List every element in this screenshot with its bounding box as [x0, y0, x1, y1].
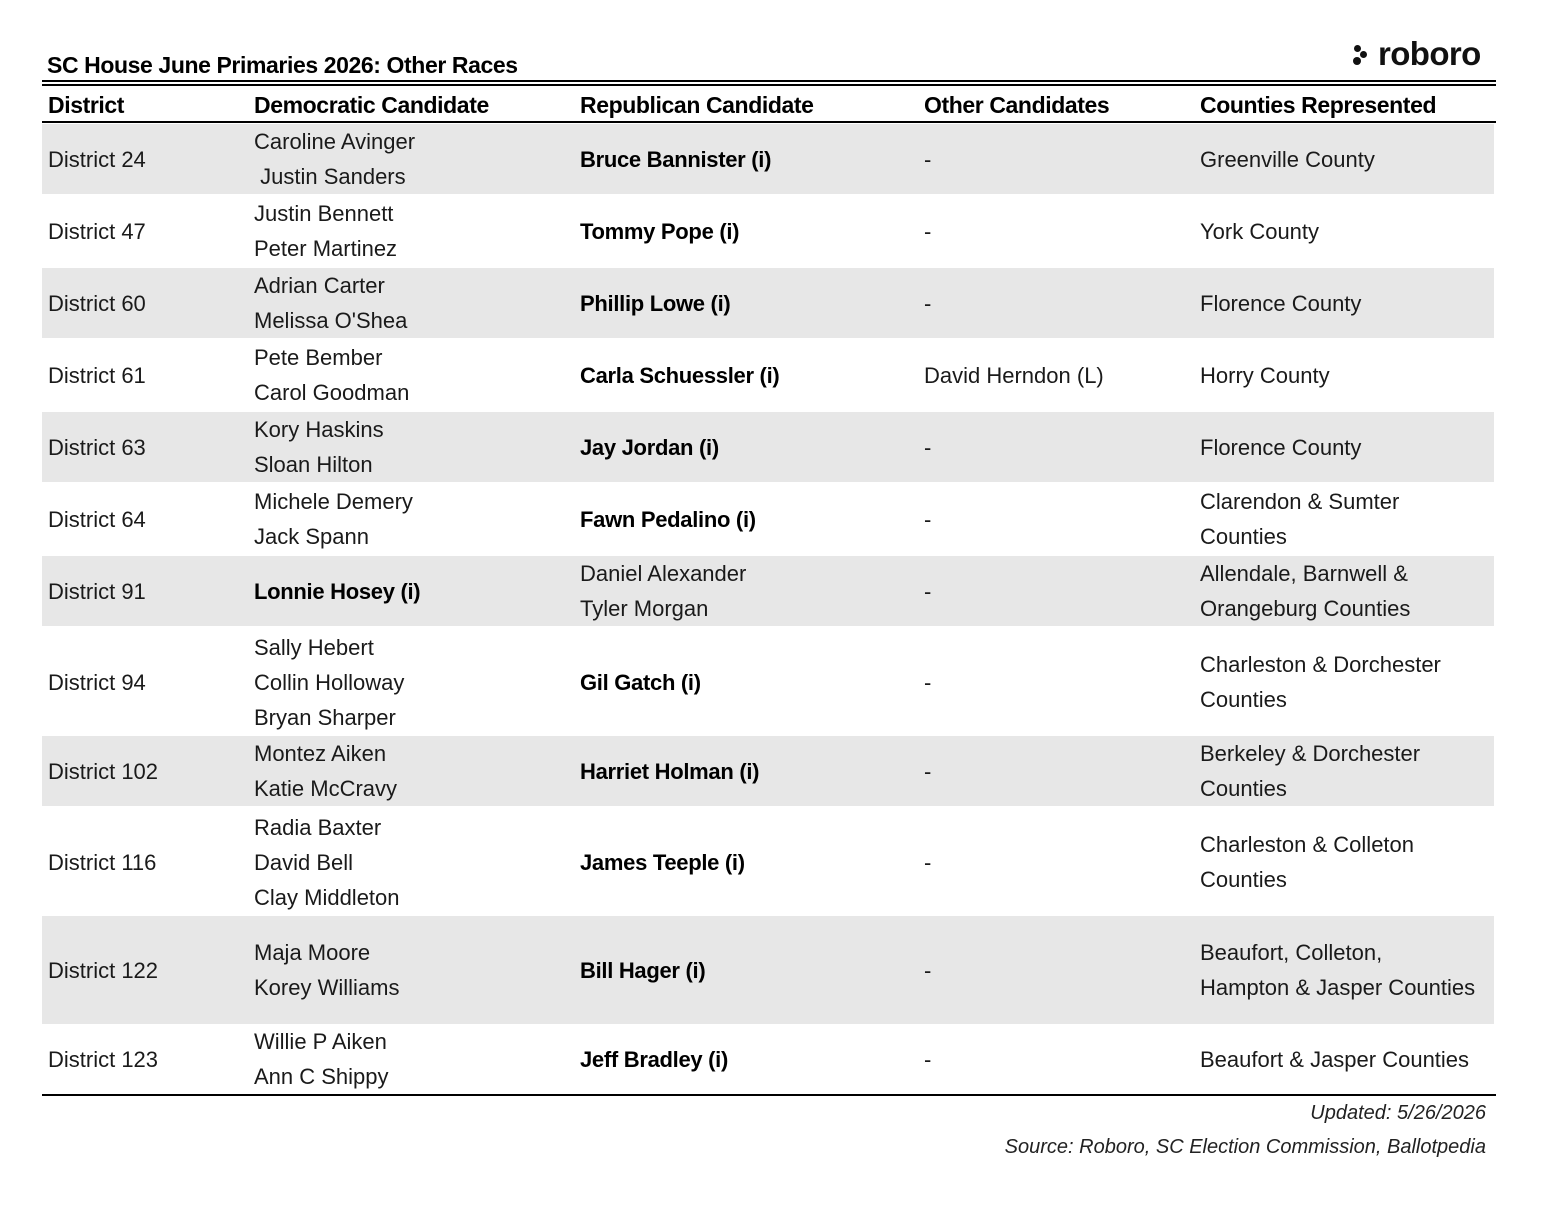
updated-note: Updated: 5/26/2026 — [1310, 1102, 1486, 1124]
republican-cell — [580, 916, 920, 1024]
district-cell — [48, 412, 248, 482]
democratic-cell-line: Montez Aiken — [254, 741, 387, 766]
democratic-cell — [254, 484, 574, 554]
table-title: SC House June Primaries 2026: Other Races — [47, 52, 518, 78]
republican-cell-line: Carla Schuessler (i) — [580, 362, 780, 388]
republican-cell — [580, 736, 920, 806]
democratic-cell — [254, 916, 574, 1024]
republican-cell-line: Jeff Bradley (i) — [580, 1046, 729, 1072]
democratic-cell-line: David Bell — [254, 849, 354, 875]
column-header-other: Other Candidates — [924, 92, 1110, 118]
other-cell — [924, 412, 1194, 482]
district-cell-line: District 102 — [48, 758, 159, 784]
republican-cell-line: Daniel Alexander — [580, 561, 747, 586]
republican-cell — [580, 196, 920, 266]
counties-cell-line: Horry County — [1200, 362, 1330, 388]
counties-cell-line: Charleston & Colleton — [1200, 832, 1415, 857]
district-cell — [48, 808, 248, 916]
democratic-cell-line: Willie P Aiken — [254, 1029, 387, 1054]
counties-cell — [1200, 736, 1494, 806]
democratic-cell-line: Kory Haskins — [254, 417, 384, 442]
district-cell-line: District 60 — [48, 290, 146, 316]
democratic-cell-line: Sally Hebert — [254, 634, 374, 660]
district-cell-line: District 47 — [48, 218, 146, 244]
other-cell-line: - — [924, 578, 932, 604]
democratic-cell-line: Melissa O'Shea — [254, 308, 408, 333]
democratic-cell-line: Adrian Carter — [254, 273, 385, 298]
democratic-cell-line: Clay Middleton — [254, 884, 400, 910]
democratic-cell-line: Korey Williams — [254, 975, 400, 1000]
republican-cell — [580, 340, 920, 410]
district-cell-line: District 122 — [48, 957, 159, 983]
other-cell-line: - — [924, 1046, 932, 1072]
counties-cell-line: Florence County — [1200, 434, 1362, 460]
republican-cell — [580, 268, 920, 338]
table-row — [42, 124, 1494, 194]
source-note: Source: Roboro, SC Election Commission, Ballotpedia — [1004, 1136, 1486, 1158]
district-cell-line: District 61 — [48, 362, 146, 388]
counties-cell — [1200, 196, 1494, 266]
table-bottom-rule — [42, 1094, 1496, 1096]
other-cell — [924, 556, 1194, 626]
table-row — [42, 340, 1494, 410]
counties-cell-line: Clarendon & Sumter — [1200, 489, 1400, 514]
other-cell — [924, 1024, 1194, 1094]
republican-cell — [580, 484, 920, 554]
other-cell-line: - — [924, 218, 932, 244]
other-cell — [924, 196, 1194, 266]
counties-cell — [1200, 268, 1494, 338]
other-cell-line: - — [924, 849, 932, 875]
title-rule-bottom — [42, 84, 1496, 86]
democratic-cell — [254, 268, 574, 338]
table-row — [42, 628, 1494, 736]
counties-cell-line: Counties — [1200, 867, 1287, 892]
counties-cell — [1200, 628, 1494, 736]
table-row — [42, 196, 1494, 266]
table-row — [42, 412, 1494, 482]
democratic-cell-line: Radia Baxter — [254, 814, 382, 840]
district-cell-line: District 91 — [48, 578, 146, 604]
counties-cell — [1200, 556, 1494, 626]
republican-cell-line: Phillip Lowe (i) — [580, 290, 731, 316]
district-cell — [48, 1024, 248, 1094]
column-header-counties: Counties Represented — [1200, 92, 1437, 118]
democratic-cell-line: Sloan Hilton — [254, 452, 373, 477]
democratic-cell — [254, 808, 574, 916]
header-rule — [42, 121, 1496, 123]
district-cell-line: District 94 — [48, 669, 146, 695]
table-row — [42, 556, 1494, 626]
district-cell — [48, 340, 248, 410]
democratic-cell — [254, 340, 574, 410]
other-cell — [924, 340, 1194, 410]
democratic-cell-line: Bryan Sharper — [254, 704, 396, 730]
district-cell-line: District 116 — [48, 849, 157, 875]
counties-cell-line: Berkeley & Dorchester — [1200, 741, 1421, 766]
column-header-republican: Republican Candidate — [580, 92, 814, 118]
counties-cell-line: York County — [1200, 218, 1320, 244]
table-row — [42, 1024, 1494, 1094]
district-cell — [48, 196, 248, 266]
title-rule-top — [42, 80, 1496, 82]
column-header-district: District — [48, 92, 125, 118]
other-cell — [924, 736, 1194, 806]
democratic-cell-line: Ann C Shippy — [254, 1064, 389, 1089]
democratic-cell — [254, 1024, 574, 1094]
other-cell-line: - — [924, 758, 932, 784]
counties-cell — [1200, 412, 1494, 482]
democratic-cell — [254, 412, 574, 482]
counties-cell — [1200, 340, 1494, 410]
district-cell — [48, 736, 248, 806]
district-cell-line: District 64 — [48, 506, 146, 532]
democratic-cell — [254, 196, 574, 266]
republican-cell-line: Fawn Pedalino (i) — [580, 506, 756, 532]
democratic-cell-line: Michele Demery — [254, 489, 413, 514]
other-cell-line: - — [924, 957, 932, 983]
table-row — [42, 916, 1494, 1024]
district-cell — [48, 916, 248, 1024]
democratic-cell-line: Collin Holloway — [254, 669, 405, 695]
democratic-cell — [254, 556, 574, 626]
other-cell — [924, 268, 1194, 338]
district-cell-line: District 123 — [48, 1046, 159, 1072]
republican-cell-line: Tommy Pope (i) — [580, 218, 740, 244]
counties-cell-line: Counties — [1200, 524, 1287, 549]
republican-cell-line: Bill Hager (i) — [580, 957, 706, 983]
table-row — [42, 808, 1494, 916]
district-cell — [48, 628, 248, 736]
district-cell — [48, 484, 248, 554]
table-header — [42, 88, 1496, 122]
other-cell — [924, 808, 1194, 916]
counties-cell — [1200, 124, 1494, 194]
democratic-cell-line: Katie McCravy — [254, 776, 398, 801]
democratic-cell — [254, 124, 574, 194]
table-row — [42, 268, 1494, 338]
democratic-cell-line: Maja Moore — [254, 940, 371, 965]
counties-cell-line: Florence County — [1200, 290, 1362, 316]
district-cell — [48, 556, 248, 626]
logo-text: roboro — [1378, 35, 1481, 72]
roboro-logo — [1352, 36, 1481, 72]
republican-cell-line: Gil Gatch (i) — [580, 669, 701, 695]
republican-cell — [580, 124, 920, 194]
roboro-dots-icon — [1352, 41, 1374, 67]
democratic-cell-line: Lonnie Hosey (i) — [254, 578, 421, 604]
republican-cell — [580, 808, 920, 916]
district-cell-line: District 24 — [48, 146, 146, 172]
democratic-cell — [254, 628, 574, 736]
other-cell — [924, 916, 1194, 1024]
table-row — [42, 484, 1494, 554]
democratic-cell-line: Caroline Avinger — [254, 129, 416, 154]
counties-cell-line: Orangeburg Counties — [1200, 596, 1411, 621]
democratic-cell-line: Pete Bember — [254, 345, 383, 370]
counties-cell — [1200, 484, 1494, 554]
republican-cell-line: Tyler Morgan — [580, 596, 709, 621]
column-header-democratic: Democratic Candidate — [254, 92, 489, 118]
other-cell-line: David Herndon (L) — [924, 362, 1104, 388]
other-cell-line: - — [924, 506, 932, 532]
other-cell-line: - — [924, 290, 932, 316]
republican-cell — [580, 1024, 920, 1094]
democratic-cell — [254, 736, 574, 806]
district-cell-line: District 63 — [48, 434, 146, 460]
counties-cell-line: Beaufort, Colleton, — [1200, 940, 1383, 965]
counties-cell — [1200, 808, 1494, 916]
counties-cell-line: Beaufort & Jasper Counties — [1200, 1046, 1470, 1072]
other-cell-line: - — [924, 669, 932, 695]
other-cell — [924, 484, 1194, 554]
counties-cell-line: Charleston & Dorchester — [1200, 652, 1441, 677]
republican-cell — [580, 412, 920, 482]
counties-cell — [1200, 916, 1494, 1024]
counties-cell-line: Allendale, Barnwell & — [1200, 561, 1408, 586]
counties-cell-line: Counties — [1200, 776, 1287, 801]
republican-cell-line: Harriet Holman (i) — [580, 758, 760, 784]
district-cell — [48, 268, 248, 338]
republican-cell — [580, 556, 920, 626]
other-cell-line: - — [924, 434, 932, 460]
democratic-cell-line: Jack Spann — [254, 524, 369, 549]
republican-cell-line: Jay Jordan (i) — [580, 434, 719, 460]
table-row — [42, 736, 1494, 806]
other-cell — [924, 124, 1194, 194]
democratic-cell-line: Carol Goodman — [254, 380, 410, 405]
democratic-cell-line: Justin Sanders — [254, 164, 406, 189]
other-cell — [924, 628, 1194, 736]
democratic-cell-line: Peter Martinez — [254, 236, 398, 261]
republican-cell — [580, 628, 920, 736]
democratic-cell-line: Justin Bennett — [254, 201, 394, 226]
other-cell-line: - — [924, 146, 932, 172]
counties-cell-line: Counties — [1200, 687, 1287, 712]
counties-cell-line: Hampton & Jasper Counties — [1200, 975, 1476, 1000]
counties-cell-line: Greenville County — [1200, 146, 1375, 172]
counties-cell — [1200, 1024, 1494, 1094]
republican-cell-line: James Teeple (i) — [580, 849, 745, 875]
district-cell — [48, 124, 248, 194]
republican-cell-line: Bruce Bannister (i) — [580, 146, 772, 172]
